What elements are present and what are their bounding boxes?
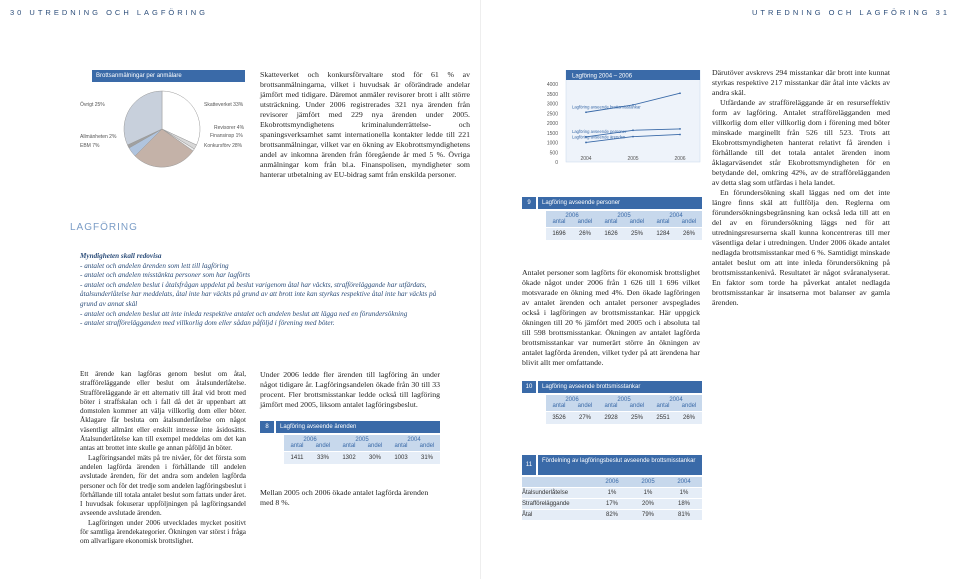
col3-paragraph: Antalet personer som lagförts för ekonomisk brottslighet ökade något under 2006 från 1 626 till 1 696 vilket motsvarade en ökning med 4%. Den ökade lagföringen av antalet ärenden och antalet personer avspeglades också i lagföringen av brottsmisstankar. Här uppgick ökningen till 20 % jämfört med 2005 och i absoluta tal till 598 brottsmisstankar. Ökningen av antalet lagförda brottsmisstankar var numerärt större än ökningen av antalet lagförda ärenden, vilket tyder på att ärendena har blivit allt mer omfattande.	[522, 268, 700, 367]
table-10-sub: andel	[577, 403, 593, 409]
table-8-sub: antal	[394, 443, 408, 449]
table-9-cell: 1284	[656, 231, 670, 237]
table-11-year: 2005	[641, 479, 655, 485]
col2-end-text	[260, 488, 440, 508]
table-11-cell: 1%	[607, 490, 617, 496]
intro-paragraph: Skatteverket och konkursförvaltare stod för 61 % av brottsanmälningarna, vilket i huvudsak är oförändrade andelar jämfört med tidigare. Däremot anmäler revisorer brott i allt större utsträckning. Under 2006 registrerades 321 nya ärenden från revisorer jämfört med 229 nya ärenden under 2005. Ekobrottsmyndighetens kriminalunderrättelse- och spaningsverksamhet samt internationella kontakter ledde till 221 brottsanmälningar, vilket var en ökning av Ekobrottsmyndighetens andel av inkomna ärenden från föregående år med 5 %. Övriga anmälningar kom från bl.a. Finanspolisen, myndigheter som hanterar utbetalning av EU-bidrag samt från enskilda personer.	[260, 70, 470, 179]
chart-y-tick-label: 3000	[546, 101, 558, 108]
table-8-cell: 33%	[316, 455, 329, 461]
table-10-cell: 3526	[552, 415, 566, 421]
callout-item: - antalet och andelen beslut att inte inleda respektive antalet och andelen beslut att lägga ned en förundersökning	[80, 309, 408, 318]
table-9-cell: 26%	[682, 231, 695, 237]
table-8-year: 2004	[407, 437, 421, 443]
table-9-number: 9	[522, 197, 536, 209]
table-10-title: Lagföring avseende brottsmisstankar	[538, 381, 702, 393]
chart-title: Lagföring 2004 – 2006	[572, 73, 633, 80]
callout-title: Myndigheten skall redovisa	[80, 252, 162, 260]
table-11-row-label: Åtal	[522, 512, 533, 518]
col2-bottom-paragraph: Under 2006 ledde fler ärenden till lagföring än under något tidigare år. Lagföringsandelen ökade från 30 till 33 procent. Fler brottsmisstankar ledde också till lagföring jämfört med 2005, liksom antalet lagföringsbeslut.	[260, 370, 440, 409]
table-9-cell: 25%	[630, 231, 643, 237]
table-10-number: 10	[522, 381, 536, 393]
chart-point	[632, 136, 634, 138]
table-11-cell: 20%	[641, 501, 654, 507]
table-10-sub: antal	[604, 403, 618, 409]
page-header-right: UTREDNING OCH LAGFÖRING 31	[751, 8, 950, 17]
table-11-cell: 1%	[643, 490, 653, 496]
table-8-cell: 1411	[290, 455, 304, 461]
col4-paragraph: Utfärdande av strafföreläggande är en resurseffektiv form av lagföring. Antalet strafförelägganden med villkorlig dom eller villkorlig dom i förening med böter minskade marginellt från 526 till 523. Trots att Ekobrottsmyndigheten hanterat relativt få ärenden i förhållande till det totala antalet ärenden inom åklagarväsendet står Ekobrottsmyndigheten för en betydande del, omkring 42%, av de strafförelägganden av detta slag som utfärdas i hela landet.	[712, 98, 890, 187]
chart-y-tick-label: 4000	[546, 82, 558, 88]
chart-series-label: Lagföring avseende personer	[572, 128, 627, 134]
table-8-sub: antal	[342, 443, 356, 449]
col2-bottom-text	[260, 370, 440, 410]
table-11-cell: 82%	[605, 512, 618, 518]
table-10	[522, 381, 702, 424]
table-10-cell: 26%	[682, 415, 695, 421]
chart-x-tick-label: 2006	[674, 156, 686, 162]
chart-y-tick-label: 1000	[546, 140, 558, 147]
table-10-cell: 2928	[604, 415, 618, 421]
col3-text	[522, 268, 700, 368]
table-8-cell: 30%	[368, 455, 381, 461]
table-9-cell: 26%	[578, 231, 591, 237]
pie-label-konkursforv: Konkursförv 28%	[204, 143, 243, 149]
col4-paragraph: Därutöver avskrevs 294 misstankar där brott inte kunnat styrkas respektive 217 misstankar där åtal inte väckts av andra skäl.	[712, 68, 890, 97]
table-9-title: Lagföring avseende personer	[538, 197, 702, 209]
table-11	[522, 455, 702, 520]
table-11-title: Fördelning av lagföringsbeslut avseende brottsmisstankar	[538, 455, 702, 475]
chart-series-label: Lagföring avseende brottsmisstankar	[572, 104, 641, 110]
table-10-cell: 27%	[578, 415, 591, 421]
pie-label-ovrigt: Övrigt 25%	[80, 102, 105, 108]
chart-series-label: Lagföring avseende ärenden	[572, 134, 626, 140]
table-11-number: 11	[522, 455, 536, 475]
table-8-sub: andel	[367, 443, 383, 449]
pie-chart-header	[92, 70, 245, 82]
chart-x-tick-label: 2004	[580, 156, 592, 162]
table-10-sub: andel	[681, 403, 697, 409]
left-bottom-paragraph: Lagföringen under 2006 utvecklades mycket positivt för samtliga ärendekategorier. Ökningen var störst i fråga om allvarligare ekonomisk brottslighet.	[80, 518, 246, 546]
col2-end-paragraph: Mellan 2005 och 2006 ökade antalet lagförda ärenden med 8 %.	[260, 488, 429, 507]
table-8-cell: 31%	[420, 455, 433, 461]
left-bottom-text	[80, 370, 246, 547]
table-10-year: 2005	[617, 397, 631, 403]
page-header-left: 30 UTREDNING OCH LAGFÖRING	[10, 8, 209, 17]
line-chart	[522, 70, 702, 180]
table-11-year: 2006	[605, 479, 619, 485]
table-11-cell: 79%	[641, 512, 654, 518]
table-9-sub: antal	[552, 219, 566, 225]
table-11-cell: 1%	[679, 490, 689, 496]
chart-point	[585, 111, 587, 113]
chart-point	[679, 92, 681, 94]
table-9-sub: antal	[604, 219, 618, 225]
table-8-number: 8	[260, 421, 274, 433]
col4-text	[712, 68, 890, 308]
page-gutter	[480, 0, 481, 579]
table-10-cell: 2551	[656, 415, 670, 421]
callout-item: - antalet och andelen beslut i åtalsfrågan uppdelat på beslut varigenom åtal har väckts, strafföreläggande har utfärdats, åtalsunderlåtelse har meddelats, åtal inte har väckts på grund av att brott inte kan styrkas respektive åtal inte har väckts på grund av annat skäl	[80, 280, 437, 308]
table-9-sub: antal	[656, 219, 670, 225]
chart-x-tick-label: 2005	[627, 156, 639, 162]
left-bottom-paragraph: Ett ärende kan lagföras genom beslut om åtal, strafföreläggande eller beslut om åtalsunderlåtelse. Strafföreläggande är ett alternativ till åtal vid brott med böter i straffskalan och i fall då det är uppenbart att domstolen kommer att välja villkorlig dom eller böter. Åklagare får besluta om åtalsunderlåtelse om något väsentligt allmänt eller enskilt intresse inte åsidosätts. Åtalsunderlåtelse kan till exempel meddelas om det kan antas att brottet inte skulle ge annan påföljd än böter.	[80, 370, 246, 453]
table-11-row-label: Åtalsunderlåtelse	[522, 490, 569, 496]
chart-point	[679, 134, 681, 136]
table-8-sub: andel	[315, 443, 331, 449]
table-9-sub: andel	[577, 219, 593, 225]
table-10-year: 2004	[669, 397, 683, 403]
table-9-cell: 1696	[552, 231, 566, 237]
table-11-row-label: Strafföreläggande	[522, 501, 570, 507]
line-chart-svg	[522, 70, 702, 180]
table-8-year: 2005	[355, 437, 369, 443]
table-10-sub: andel	[629, 403, 645, 409]
callout-item: - antalet och andelen ärenden som lett till lagföring	[80, 261, 229, 270]
chart-y-tick-label: 2000	[546, 121, 558, 127]
left-bottom-paragraph: Lagföringsandel mäts på tre nivåer, för det första som andelen lagförda ärenden i förhållande till andelen avslutade ärenden, för det andra som andelen lagförda personer och för det tredje som andelen lagföringsbeslut i förhållande till totala antalet beslut som fattats under året. I huvudsak fokuserar uppföljningen på lagföringsandel avseende avslutade ärenden.	[80, 453, 246, 518]
table-11-cell: 18%	[677, 501, 690, 507]
table-9-sub: andel	[629, 219, 645, 225]
callout-item: - antalet strafförelägganden med villkorlig dom eller sådan påföljd i förening med böter.	[80, 319, 335, 328]
table-11-year: 2004	[677, 479, 691, 485]
table-8-title: Lagföring avseende ärenden	[276, 421, 440, 433]
callout-box	[80, 252, 440, 329]
callout-item: - antalet och andelen misstänkta personer som har lagförts	[80, 271, 251, 280]
table-9	[522, 197, 702, 240]
chart-y-tick-label: 2500	[546, 111, 558, 118]
section-title: LAGFÖRING	[70, 222, 138, 233]
table-9-cell: 1626	[604, 231, 618, 237]
table-8	[260, 421, 440, 464]
table-8-year: 2006	[303, 437, 317, 443]
pie-label-finansinsp: Finansinsp 1%	[210, 133, 243, 139]
chart-point	[679, 128, 681, 130]
pie-label-allmanheten: Allmänheten 2%	[80, 134, 117, 140]
chart-point	[585, 142, 587, 144]
table-8-sub: antal	[290, 443, 304, 449]
chart-y-tick-label: 1500	[546, 130, 558, 137]
pie-label-ebm: EBM 7%	[80, 143, 100, 149]
table-10-cell: 25%	[630, 415, 643, 421]
table-8-cell: 1302	[342, 455, 356, 461]
chart-point	[632, 129, 634, 131]
table-10-sub: antal	[552, 403, 566, 409]
pie-label-revisorer: Revisorer 4%	[214, 125, 245, 131]
pie-chart-title: Brottsanmälningar per anmälare	[92, 70, 245, 82]
table-8-cell: 1003	[394, 455, 408, 461]
pie-label-skatteverket: Skatteverket 33%	[204, 102, 244, 108]
col4-paragraph: En förundersökning skall läggas ned om det inte längre finns skäl att fullfölja den. Reglerna om förundersökningsbegränsning kan också leda till att en del av en förundersökning läggs ned för att utredningsresurserna skall kunna koncentreras till mer väsentliga delar i utredningen. Under 2006 ökade antalet nedlagda brottsmisstankar med 6 %. Samtidigt minskade antalet beslut om att inte inleda förundersökning på brottsmisstankenivå. Resultatet är något svåranalyserat. En faktor som torde ha påverkat antalet nedlagda brottsmisstankar är insatserna mot balanser av gamla ärenden.	[712, 188, 890, 307]
table-10-sub: antal	[656, 403, 670, 409]
table-11-cell: 17%	[605, 501, 618, 507]
table-8-sub: andel	[419, 443, 435, 449]
chart-y-tick-label: 0	[555, 160, 558, 166]
chart-plot-area	[566, 70, 700, 162]
table-9-year: 2005	[617, 213, 631, 219]
table-9-year: 2004	[669, 213, 683, 219]
chart-y-tick-label: 500	[549, 150, 558, 157]
table-10-year: 2006	[565, 397, 579, 403]
table-11-cell: 81%	[677, 512, 690, 518]
table-9-sub: andel	[681, 219, 697, 225]
chart-y-tick-label: 3500	[546, 91, 558, 98]
table-9-year: 2006	[565, 213, 579, 219]
intro-text	[260, 70, 470, 180]
